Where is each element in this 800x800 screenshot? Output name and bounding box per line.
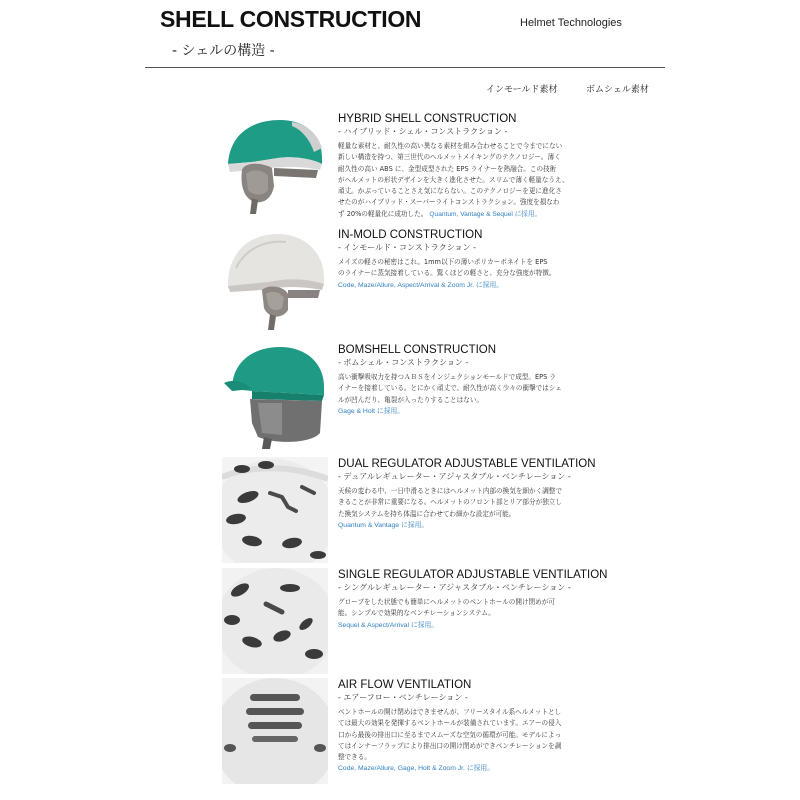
legend-bomshell-label: ボムシェル素材 — [586, 85, 649, 95]
body-text: ず 20%の軽量化に成功した。 — [338, 209, 428, 218]
page-subtitle: - シェルの構造 - — [172, 43, 275, 59]
body-line: 頑丈。かぶっていることさえ気にならない。このテクノロジーを更に進化さ — [338, 187, 562, 196]
air-flow-vent-image — [222, 678, 328, 784]
header-divider — [145, 67, 665, 68]
section-title: HYBRID SHELL CONSTRUCTION — [338, 113, 517, 125]
models-note: Quantum, Vantage & Sequel に採用。 — [429, 210, 542, 218]
body-line: のライナーに蒸気接着している。驚くほどの軽さと、充分な強度が特徴。 — [338, 269, 556, 278]
section-body — [338, 257, 668, 280]
models-note: Sequel & Aspect/Arrival に採用。 — [338, 621, 439, 629]
section-title: AIR FLOW VENTILATION — [338, 679, 472, 691]
body-line: メイズの軽さの秘密はこれ。1mm以下の薄いポリカーボネイトを EPS — [338, 258, 548, 266]
models-note: Code, Maze/Allure, Aspect/Arrival & Zoom Jr. に採用。 — [338, 281, 504, 289]
section-subtitle: - シングルレギュレーター・アジャスタブル・ベンチレーション - — [338, 583, 571, 592]
body-line: 耐久性の高い ABS に、金型成型された EPS ライナーを熱融合。この技術 — [338, 164, 557, 173]
section-subtitle: - インモールド・コンストラクション - — [338, 243, 476, 252]
section-body — [338, 707, 668, 763]
body-line: 高い衝撃吸収力を持つＡＢＳをインジェクションモールドで成型。EPS ラ — [338, 373, 557, 381]
body-line: ルが凹んだり、亀裂が入ったりすることはない。 — [338, 395, 484, 404]
body-line: 能。シンプルで効果的なベンチレーションシステム。 — [338, 609, 495, 618]
page-title: SHELL CONSTRUCTION — [160, 6, 422, 32]
section-body — [338, 597, 668, 620]
brand-label: Helmet Technologies — [520, 17, 622, 29]
section-body — [338, 141, 668, 220]
section-body — [338, 372, 668, 406]
single-regulator-vent-image — [222, 568, 328, 674]
body-line: せたのがハイブリッド・スーパーライトコンストラクション。強度を損なわ — [338, 198, 560, 207]
body-line: ベントホールの開け閉めはできませんが、フリースタイル系ヘルメットとし — [338, 708, 562, 716]
body-line: がヘルメットの形状デザインを大きく進化させた。スリムで薄く軽量なうえ、 — [338, 175, 569, 184]
body-line: 整できる。 — [338, 753, 371, 762]
body-line: 天候の変わる中、一日中滑るときにはヘルメット内部の換気を細かく調整で — [338, 487, 562, 495]
section-title: DUAL REGULATOR ADJUSTABLE VENTILATION — [338, 458, 596, 470]
body-line — [338, 209, 668, 220]
bomshell-helmet-image — [222, 343, 328, 449]
body-line: 口から最後の排出口に至るまでスムーズな空気の循環が可能。モデルによっ — [338, 730, 562, 739]
body-line: てはインナーフラップにより排出口の開け閉めができベンチレーションを調 — [338, 741, 562, 750]
section-subtitle: - エアーフロー・ベンチレーション - — [338, 693, 468, 702]
section-title: SINGLE REGULATOR ADJUSTABLE VENTILATION — [338, 569, 608, 581]
section-body — [338, 486, 668, 520]
section-subtitle: - ボムシェル・コンストラクション - — [338, 358, 469, 367]
body-line: イナーを接着している。とにかく頑丈で、耐久性が高く少々の衝撃ではシェ — [338, 384, 562, 393]
dual-regulator-vent-image — [222, 457, 328, 563]
body-line: ては最大の効果を発揮するベントホールが装備されています。エアーの侵入 — [338, 719, 562, 728]
body-line: グローブをした状態でも簡単にヘルメットのベントホールの開け閉めが可 — [338, 598, 555, 606]
section-title: BOMSHELL CONSTRUCTION — [338, 344, 497, 356]
body-line: きることが非常に重要になる。ヘルメットのフロント部とリア部分が独立し — [338, 498, 562, 507]
in-mold-helmet-image — [222, 228, 328, 334]
models-note: Gage & Holt に採用。 — [338, 407, 405, 415]
body-line: 新しい構造を持つ、第三世代のヘルメットメイキングのテクノロジー。薄く — [338, 153, 561, 162]
body-line: た換気システムを持ち体温に合わせてわ細かな設定が可能。 — [338, 509, 516, 518]
section-subtitle: - デュアルレギュレーター・アジャスタブル・ベンチレーション - — [338, 472, 571, 481]
hybrid-helmet-image — [222, 112, 328, 218]
section-subtitle: - ハイブリッド・シェル・コンストラクション - — [338, 127, 508, 136]
body-line: 軽量な素材と、耐久性の高い異なる素材を組み合わせることで今までにない — [338, 142, 563, 150]
legend-inmold-label: インモールド素材 — [486, 85, 558, 95]
section-title: IN-MOLD CONSTRUCTION — [338, 229, 483, 241]
models-note: Code, Maze/Allure, Gage, Holt & Zoom Jr. に採用。 — [338, 765, 495, 773]
models-note: Quantum & Vantage に採用。 — [338, 521, 429, 529]
